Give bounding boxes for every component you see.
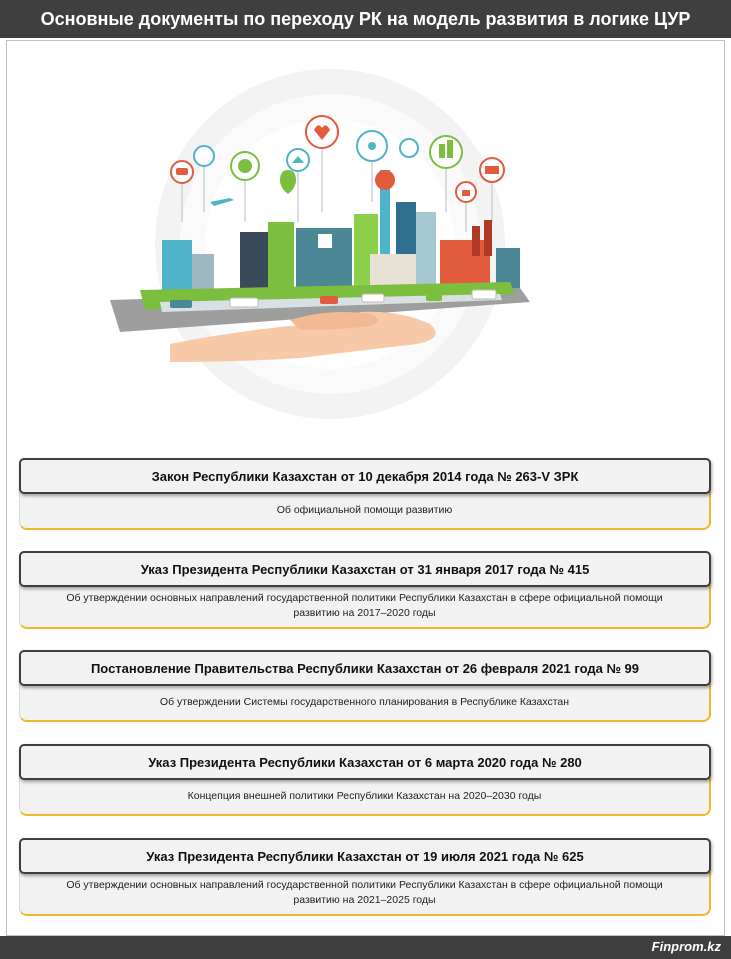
document-card bbox=[19, 551, 711, 629]
document-card bbox=[19, 838, 711, 916]
page-footer bbox=[0, 936, 731, 959]
document-title: Указ Президента Республики Казахстан от 19 июля 2021 года № 625 bbox=[19, 838, 711, 874]
document-description: Об утверждении Системы государственного планирования в Республике Казахстан bbox=[19, 684, 711, 722]
document-description: Концепция внешней политики Республики Казахстан на 2020–2030 годы bbox=[19, 778, 711, 816]
document-description: Об утверждении основных направлений государственной политики Республики Казахстан в сфере официальной помощи развитию на 2017–2020 годы bbox=[19, 585, 711, 629]
document-card bbox=[19, 650, 711, 722]
brand-logo-text: Finprom.kz bbox=[651, 939, 721, 954]
document-description: Об официальной помощи развитию bbox=[19, 492, 711, 530]
smart-city-illustration bbox=[100, 62, 580, 442]
document-title: Указ Президента Республики Казахстан от 6 марта 2020 года № 280 bbox=[19, 744, 711, 780]
document-title: Закон Республики Казахстан от 10 декабря 2014 года № 263-V ЗРК bbox=[19, 458, 711, 494]
document-card bbox=[19, 458, 711, 530]
page-header bbox=[0, 0, 731, 38]
document-description: Об утверждении основных направлений государственной политики Республики Казахстан в сфере официальной помощи развитию на 2021–2025 годы bbox=[19, 872, 711, 916]
document-title: Указ Президента Республики Казахстан от 31 января 2017 года № 415 bbox=[19, 551, 711, 587]
document-card bbox=[19, 744, 711, 816]
document-title: Постановление Правительства Республики Казахстан от 26 февраля 2021 года № 99 bbox=[19, 650, 711, 686]
page-title: Основные документы по переходу РК на модель развития в логике ЦУР bbox=[40, 8, 691, 29]
